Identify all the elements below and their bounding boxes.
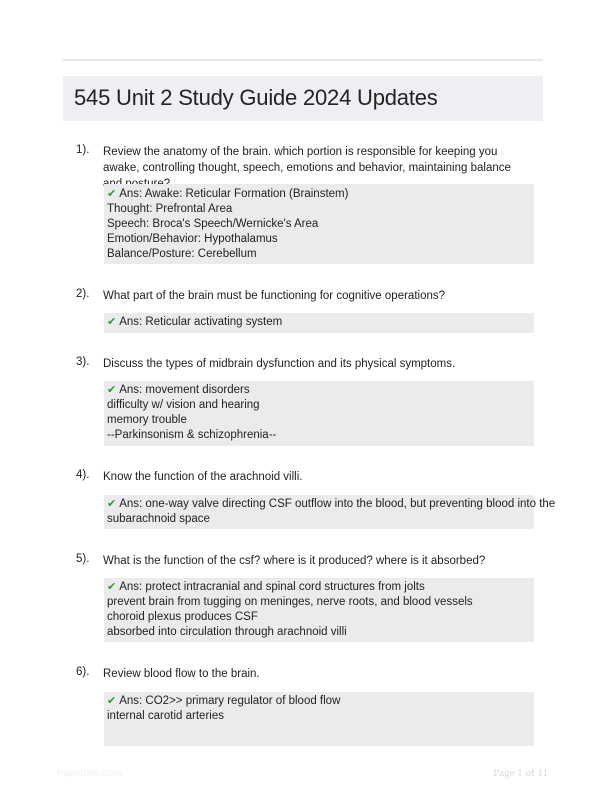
answer-6 (104, 692, 534, 746)
checkmark-icon: ✔ (107, 384, 117, 396)
checkmark-icon: ✔ (107, 316, 117, 328)
answer-line: Balance/Posture: Cerebellum (107, 248, 257, 260)
top-rule (63, 59, 543, 61)
answer-5 (104, 578, 534, 642)
question-text: Review blood flow to the brain. (103, 668, 260, 680)
answer-line: Ans: one-way valve directing CSF outflow into the blood, but preventing blood into the (119, 498, 556, 510)
answer-line: Ans: movement disorders (119, 384, 250, 396)
question-number: 1). (76, 144, 90, 156)
checkmark-icon: ✔ (107, 695, 117, 707)
answer-line: Emotion/Behavior: Hypothalamus (107, 233, 278, 245)
checkmark-icon: ✔ (107, 498, 117, 510)
answer-line: subarachnoid space (107, 513, 210, 525)
question-text: What is the function of the csf? where is it produced? where is it absorbed? (103, 555, 486, 567)
document-title: 545 Unit 2 Study Guide 2024 Updates (74, 85, 438, 110)
answer-1 (104, 184, 534, 264)
answer-line: memory trouble (107, 414, 187, 426)
question-text: Review the anatomy of the brain. which portion is responsible for keeping you awake, controlling thought, speech, emotions and behavior, maintaining balance (103, 146, 511, 174)
question-text: Discuss the types of midbrain dysfunction and its physical symptoms. (103, 358, 456, 370)
answer-4 (104, 495, 556, 529)
answer-line: difficulty w/ vision and hearing (107, 399, 260, 411)
question-number: 2). (76, 288, 90, 300)
answer-3 (104, 381, 534, 446)
answer-line: Speech: Broca's Speech/Wernicke's Area (107, 218, 319, 230)
answer-line: absorbed into circulation through arachnoid villi (107, 626, 347, 638)
answer-line: Ans: Awake: Reticular Formation (Brainstem) (119, 188, 349, 200)
question-number: 4). (76, 469, 90, 481)
answer-line: Ans: CO2>> primary regulator of blood flow (119, 695, 341, 707)
answer-line: --Parkinsonism & schizophrenia-- (107, 429, 277, 441)
question-number: 5). (76, 553, 90, 565)
checkmark-icon: ✔ (107, 581, 117, 593)
title-box (63, 76, 543, 121)
footer-watermark: Paperbite.com (57, 768, 122, 779)
page-indicator: Page 1 of 11 (493, 767, 548, 779)
answer-line: Ans: protect intracranial and spinal cord structures from jolts (119, 581, 425, 593)
answer-line: choroid plexus produces CSF (107, 611, 258, 623)
question-number: 6). (76, 666, 90, 678)
checkmark-icon: ✔ (107, 188, 117, 200)
question-number: 3). (76, 356, 90, 368)
answer-line: prevent brain from tugging on meninges, nerve roots, and blood vessels (107, 596, 473, 608)
question-text: Know the function of the arachnoid villi. (103, 471, 303, 483)
answer-2 (104, 313, 534, 333)
answer-line: Ans: Reticular activating system (119, 316, 283, 328)
answer-line: Thought: Prefrontal Area (107, 203, 233, 215)
question-text: What part of the brain must be functioning for cognitive operations? (103, 290, 446, 302)
answer-line: internal carotid arteries (107, 710, 224, 722)
